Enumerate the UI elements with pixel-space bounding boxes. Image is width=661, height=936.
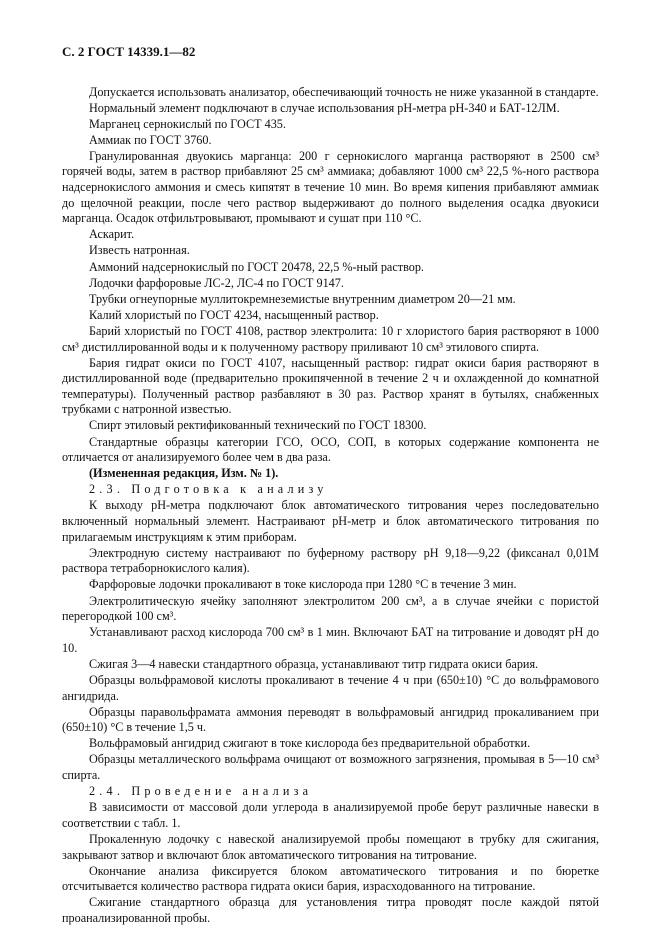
paragraph-text: Фарфоровые лодочки прокаливают в токе кислорода при 1280 °С в течение 3 мин. [89,577,517,592]
paragraph [62,292,599,308]
paragraph-text: 2.3. Подготовка к анализу [89,482,328,497]
section-heading [62,784,599,800]
paragraph [62,276,599,292]
paragraph [62,800,599,831]
paragraph [62,625,599,656]
paragraph [62,308,599,324]
paragraph [62,832,599,863]
paragraph-text: Бария гидрат окиси по ГОСТ 4107, насыщенный раствор: гидрат окиси бария растворяют в дистиллированной воде (предварительно прокипяченной в течение 2 ч и охлажденной до комнатной температуры). Полученный раствор разбавляют в 30 раз. Раствор хранят в бутылях, снабженных трубками с натронной известью. [62,355,599,417]
paragraph-text: Спирт этиловый ректификованный технический по ГОСТ 18300. [89,418,427,433]
paragraph [62,356,599,418]
paragraph-text: (Измененная редакция, Изм. № 1). [89,466,279,481]
paragraph-text: Известь натронная. [89,243,190,258]
page-header: С. 2 ГОСТ 14339.1—82 [62,44,196,59]
paragraph-text: Сжигая 3—4 навески стандартного образца, устанавливают титр гидрата окиси бария. [89,656,539,671]
paragraph [62,243,599,259]
paragraph [62,85,599,101]
paragraph [62,227,599,243]
paragraph [62,435,599,466]
paragraph-text: Калий хлористый по ГОСТ 4234, насыщенный раствор. [89,307,379,322]
paragraph-text: Стандартные образцы категории ГСО, ОСО, СОП, в которых содержание компонента не отличается от анализируемого более чем в два раза. [62,434,599,465]
paragraph-text: К выходу pH-метра подключают блок автоматического титрования через последовательно включенный нормальный элемент. Настраивают pH-метр и блок автоматического титрования по прилагаемым инструкциям к этим приборам. [62,498,599,544]
paragraph-text: Допускается использовать анализатор, обеспечивающий точность не ниже указанной в стандарте. [89,84,599,99]
paragraph-text: Трубки огнеупорные муллитокремнеземистые внутренним диаметром 20—21 мм. [89,291,516,306]
paragraph [62,577,599,593]
paragraph [62,752,599,783]
paragraph [62,736,599,752]
paragraph [62,546,599,577]
paragraph [62,705,599,736]
paragraph [62,864,599,895]
paragraph-text: Образцы паравольфрамата аммония переводят в вольфрамовый ангидрид прокаливанием при (650±10) °С в течение 1,5 ч. [62,704,599,735]
paragraph [62,149,599,227]
paragraph-text: Аммиак по ГОСТ 3760. [89,132,212,147]
paragraph [62,117,599,133]
paragraph-text: Лодочки фарфоровые ЛС-2, ЛС-4 по ГОСТ 9147. [89,275,344,290]
paragraph-text: Гранулированная двуокись марганца: 200 г сернокислого марганца растворяют в 2500 см³ горячей воды, затем в раствор прибавляют 25 см³ аммиака; добавляют 1000 см³ 22,5 %-ного раствора надсернокислого аммония и смесь кипятят в течение 10 мин. Во время кипения прибавляют аммиак до щелочной реакции, после чего раствор выдерживают до полного выделения осадка двуокиси марганца. Осадок отфильтровывают, промывают и сушат при 110 °С. [62,148,599,226]
paragraph [62,594,599,625]
paragraph-text: Образцы металлического вольфрама очищают от возможного загрязнения, промывая в 5—10 см³ спирта. [62,752,599,783]
paragraph [62,101,599,117]
paragraph [62,418,599,434]
paragraph-text: Сжигание стандартного образца для установления титра проводят после каждой пятой проанализированной пробы. [62,895,599,925]
paragraph-text: В зависимости от массовой доли углерода в анализируемой пробе берут различные навески в соответствии с табл. 1. [62,800,599,830]
paragraph-text: Устанавливают расход кислорода 700 см³ в 1 мин. Включают БАТ на титрование и доводят pH до 10. [62,625,599,655]
amendment-note [62,466,599,482]
paragraph [62,657,599,673]
paragraph [62,133,599,149]
paragraph-text: Марганец сернокислый по ГОСТ 435. [89,116,286,131]
section-heading [62,482,599,498]
paragraph-text: Барий хлористый по ГОСТ 4108, раствор электролита: 10 г хлористого бария растворяют в 1000 см³ дистиллированной воды и к полученному раствору приливают 10 см³ этилового спирта. [62,323,599,354]
paragraph-text: Электродную систему настраивают по буферному раствору pH 9,18—9,22 (фиксанал 0,01М раствора тетраборнокислого калия). [62,545,599,576]
paragraph [62,673,599,704]
paragraph-text: Аммоний надсернокислый по ГОСТ 20478, 22,5 %-ный раствор. [89,259,424,274]
paragraph [62,895,599,926]
paragraph-text: 2.4. Проведение анализа [89,784,313,799]
paragraph-text: Окончание анализа фиксируется блоком автоматического титрования и по бюретке отсчитывается количество раствора гидрата окиси бария, израсходованного на титрование. [62,863,599,894]
paragraph [62,324,599,355]
paragraph-text: Прокаленную лодочку с навеской анализируемой пробы помещают в трубку для сжигания, закрывают затвор и включают блок автоматического титрования на титрование. [62,831,599,862]
paragraph-text: Аскарит. [89,227,135,242]
paragraph [62,498,599,545]
paragraph-text: Образцы вольфрамовой кислоты прокаливают в течение 4 ч при (650±10) °С до вольфрамового ангидрида. [62,672,599,703]
paragraph-text: Нормальный элемент подключают в случае использования pH-метра pH-340 и БАТ-12ЛМ. [89,100,560,115]
document-body [62,84,599,926]
paragraph-text: Вольфрамовый ангидрид сжигают в токе кислорода без предварительной обработки. [89,736,531,751]
paragraph-text: Электролитическую ячейку заполняют электролитом 200 см³, а в случае ячейки с пористой перегородкой 100 см³. [62,593,599,624]
paragraph [62,260,599,276]
